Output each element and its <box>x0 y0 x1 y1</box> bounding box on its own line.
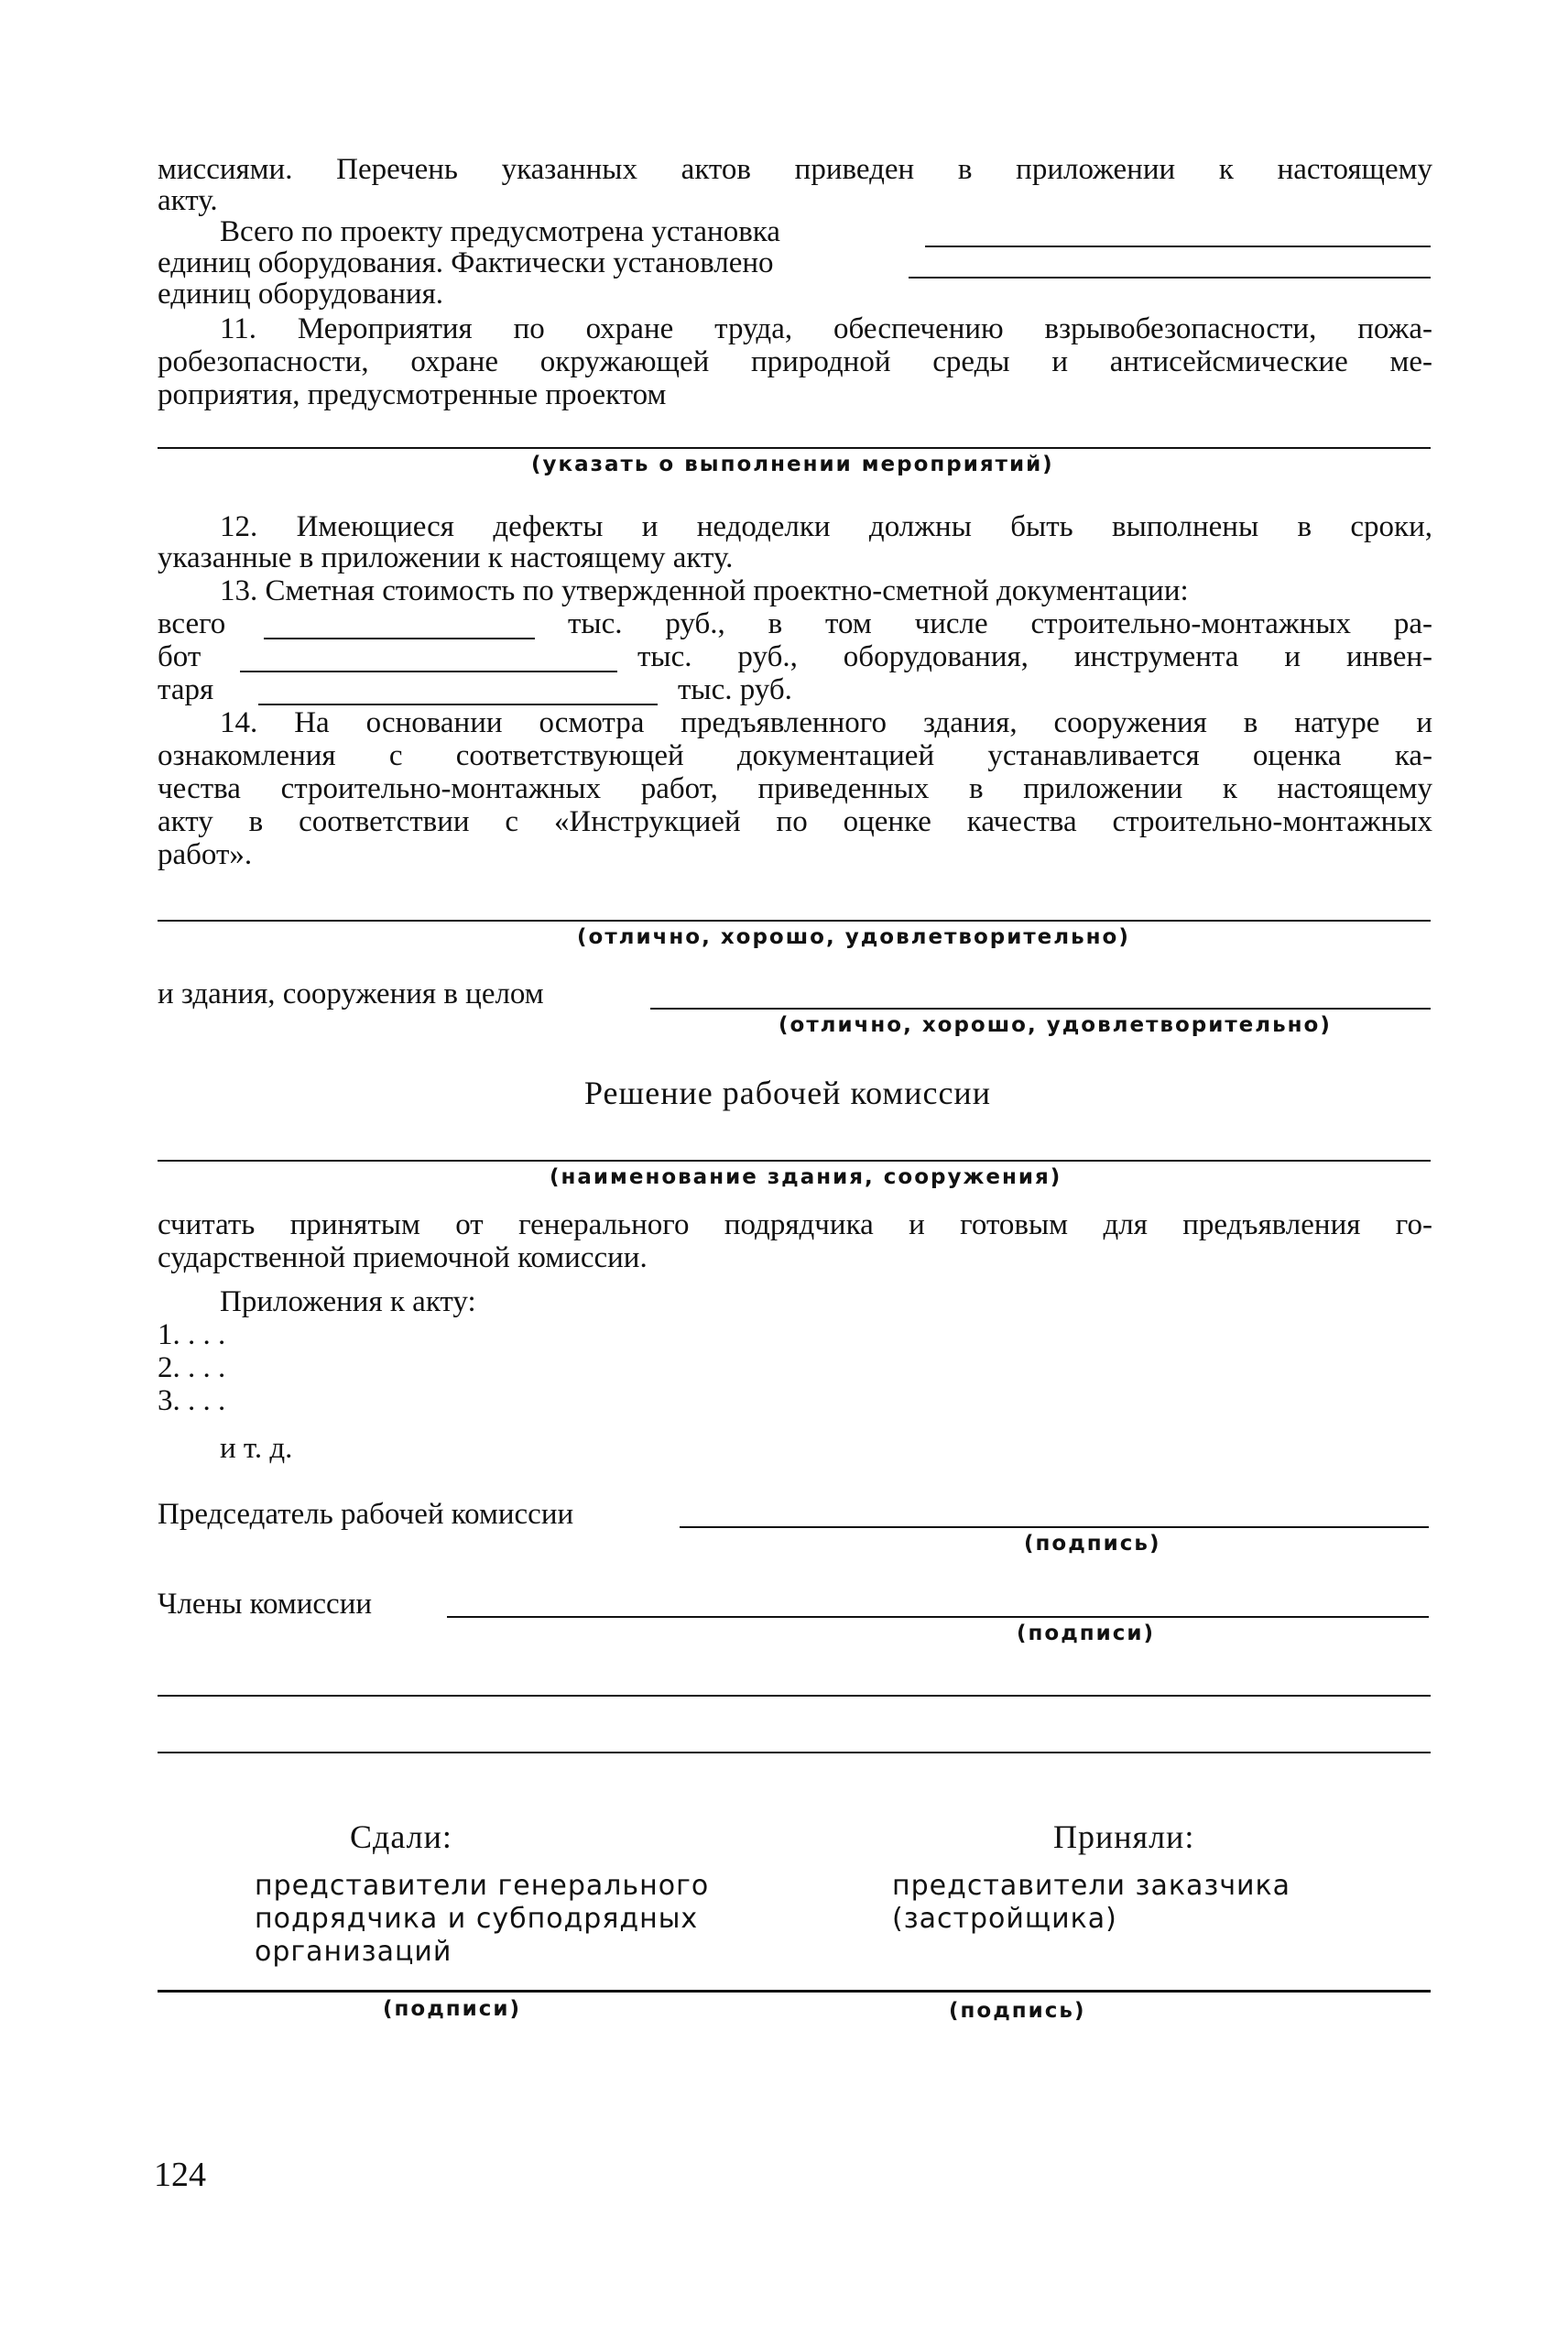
handed-caption: (подписи) <box>383 1997 522 2021</box>
p10-line3: Всего по проекту предусмотрена установка <box>220 215 780 248</box>
equipment-planned-blank <box>925 246 1431 247</box>
total-cost-blank <box>264 638 535 639</box>
attachment-item: 1. . . . <box>158 1318 226 1351</box>
building-name-blank <box>158 1160 1431 1162</box>
chairman-caption: (подпись) <box>1024 1532 1161 1556</box>
quality-works-blank <box>158 920 1431 922</box>
attachments-title: Приложения к акту: <box>220 1285 476 1318</box>
p14-line3: чества строительно-монтажных работ, приведенных в приложении к настоящему <box>158 772 1432 805</box>
p11-measures-blank <box>158 447 1431 449</box>
p13-line2-rest: тыс. руб., в том числе строительно-монтажных ра- <box>568 607 1432 640</box>
p11-caption: (указать о выполнении мероприятий) <box>531 453 1054 476</box>
p14-line4: акту в соответствии с «Инструкцией по оценке качества строительно-монтажных <box>158 805 1432 838</box>
members-signature-line-3 <box>158 1752 1431 1753</box>
p11-line1: 11. Мероприятия по охране труда, обеспечению взрывобезопасности, пожа- <box>220 312 1432 345</box>
equipment-installed-blank <box>909 277 1431 278</box>
p14-line2: ознакомления с соответствующей документацией устанавливается оценка ка- <box>158 739 1432 772</box>
building-quality-label: и здания, сооружения в целом <box>158 977 544 1010</box>
handed-line1: представители генерального <box>255 1870 710 1902</box>
handed-title: Сдали: <box>350 1818 452 1855</box>
p10-line1: миссиями. Перечень указанных актов приведен в приложении к настоящему <box>158 153 1432 186</box>
members-signature-line-1 <box>447 1616 1429 1618</box>
decision-line2: сударственной приемочной комиссии. <box>158 1241 648 1274</box>
building-quality-blank <box>650 1008 1431 1010</box>
attachment-item: 3. . . . <box>158 1384 226 1417</box>
p12-line2: указанные в приложении к настоящему акту. <box>158 541 734 574</box>
members-label: Члены комиссии <box>158 1588 373 1621</box>
p10-line5: единиц оборудования. <box>158 278 444 311</box>
attachment-item: 2. . . . <box>158 1351 226 1384</box>
accepted-caption: (подпись) <box>949 1999 1086 2023</box>
building-name-caption: (наименование здания, сооружения) <box>550 1165 1062 1189</box>
members-caption: (подписи) <box>1017 1622 1156 1645</box>
decision-line1: считать принятым от генерального подрядчика и готовым для предъявления го- <box>158 1208 1432 1241</box>
p10-line4: единиц оборудования. Фактически установлено <box>158 246 774 279</box>
p13-line1: 13. Сметная стоимость по утвержденной проектно-сметной документации: <box>220 574 1189 607</box>
quality-works-caption: (отлично, хорошо, удовлетворительно) <box>577 925 1130 949</box>
accepted-line2: (застройщика) <box>892 1903 1117 1935</box>
handed-line2: подрядчика и субподрядных <box>255 1903 699 1935</box>
page-number: 124 <box>154 2156 206 2194</box>
handed-line3: организаций <box>255 1936 452 1968</box>
p14-line1: 14. На основании осмотра предъявленного здания, сооружения в натуре и <box>220 706 1432 739</box>
p13-line3-rest: тыс. руб., оборудования, инструмента и инвен- <box>637 640 1432 673</box>
decision-heading: Решение рабочей комиссии <box>584 1075 991 1111</box>
p13-inventory-label: таря <box>158 673 214 706</box>
accepted-line1: представители заказчика <box>892 1870 1291 1902</box>
attachments-etc: и т. д. <box>220 1432 293 1465</box>
chairman-label: Председатель рабочей комиссии <box>158 1498 574 1531</box>
construction-cost-blank <box>240 671 617 672</box>
members-signature-line-2 <box>158 1695 1431 1697</box>
p14-line5: работ». <box>158 838 253 871</box>
handover-signature-line <box>158 1990 1431 1993</box>
p11-line3: роприятия, предусмотренные проектом <box>158 378 667 411</box>
p12-line1: 12. Имеющиеся дефекты и недоделки должны быть выполнены в сроки, <box>220 510 1432 543</box>
chairman-signature-line <box>680 1526 1429 1528</box>
p13-works-label: бот <box>158 640 201 673</box>
p13-line4-rest: тыс. руб. <box>678 673 792 706</box>
p10-line2: акту. <box>158 184 218 217</box>
p11-line2: робезопасности, охране окружающей природной среды и антисейсмические ме- <box>158 345 1432 378</box>
accepted-title: Приняли: <box>1053 1818 1195 1855</box>
building-quality-caption: (отлично, хорошо, удовлетворительно) <box>779 1013 1332 1037</box>
p13-total-label: всего <box>158 607 226 640</box>
